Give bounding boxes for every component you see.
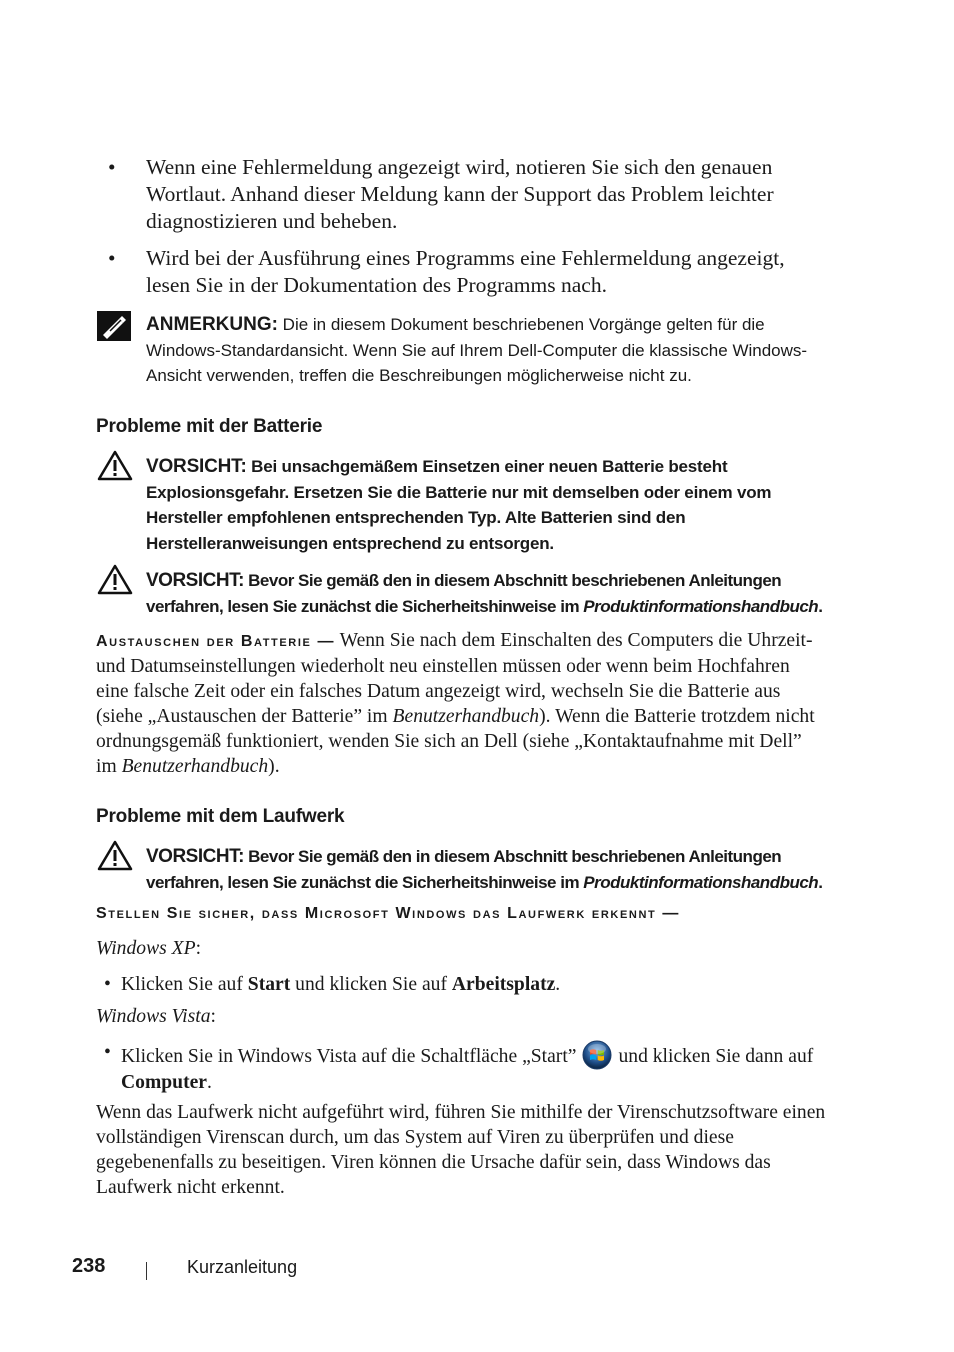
- bullet-glyph: •: [104, 1042, 111, 1063]
- os-label-xp: [96, 938, 201, 960]
- bullet-text: Wird bei der Ausführung eines Programms eine Fehlermeldung angezeigt, lesen Sie in der Dokumentation des Programms nach.: [146, 246, 785, 297]
- bullet-glyph: •: [104, 974, 111, 995]
- caution-label: VORSICHT:: [146, 846, 244, 867]
- footer-title: Kurzanleitung: [187, 1257, 298, 1277]
- list-text: und klicken Sie dann auf: [618, 1046, 814, 1067]
- bullet-item: [108, 245, 828, 299]
- list-item: [104, 1040, 824, 1095]
- list-text: Klicken Sie in Windows Vista auf die Schaltfläche „Start”: [121, 1046, 577, 1067]
- paragraph-text: ).: [268, 756, 280, 777]
- caution-callout: [146, 454, 836, 556]
- os-name: Windows Vista: [96, 1006, 211, 1027]
- note-label: ANMERKUNG:: [146, 314, 278, 335]
- paragraph-text: ). Wenn die Batterie trotzdem nicht ordnungsgemäß funktioniert, wenden Sie sich an Dell (siehe „Kontaktaufnahme mit Dell” im: [96, 706, 815, 777]
- ui-term: Start: [247, 974, 291, 995]
- bullet-item: [108, 154, 828, 235]
- os-name: Windows XP: [96, 938, 196, 959]
- note-callout: [146, 312, 836, 389]
- warning-triangle-icon: [97, 564, 133, 595]
- paragraph-text: Wenn Sie nach dem Einschalten des Computers die Uhrzeit- und Datumseinstellungen wiederholt neu einstellen müssen oder wenn beim Hochfahren eine falsche Zeit oder ein falsches Datum angezeigt wird, wechseln Sie die Batterie aus (siehe „Austauschen der Batterie” im: [96, 630, 813, 727]
- caution-period: .: [818, 872, 823, 892]
- bullet-glyph: •: [108, 246, 116, 270]
- period: .: [206, 1072, 212, 1093]
- italic-ref: Benutzerhandbuch: [392, 706, 540, 727]
- colon: :: [195, 938, 202, 959]
- caution-period: .: [818, 596, 823, 616]
- bullet-text: Wenn eine Fehlermeldung angezeigt wird, notieren Sie sich den genauen Wortlaut. Anhand dieser Meldung kann der Support das Problem leichter diagnostizieren und beheben.: [146, 155, 774, 233]
- list-item: [104, 972, 824, 997]
- list-text: Klicken Sie auf: [121, 974, 243, 995]
- closing-paragraph: Wenn das Laufwerk nicht aufgeführt wird, führen Sie mithilfe der Virenschutzsoftware einen vollständigen Virenscan durch, um das System auf Viren zu überprüfen und diese gegebenenfalls zu beseitigen. Viren können die Ursache dafür sein, dass Windows das Laufwerk nicht erkennt.: [96, 1102, 826, 1198]
- note-text: Die in diesem Dokument beschriebenen Vorgänge gelten für die Windows-Standardansicht. Wenn Sie auf Ihrem Dell-Computer die klassische Windows-Ansicht verwenden, treffen die Beschreibungen möglicherweise nicht zu.: [146, 315, 808, 385]
- ui-term: Computer: [121, 1072, 207, 1093]
- caution-callout: [146, 844, 836, 895]
- note-pencil-icon: [97, 311, 131, 341]
- section-heading-battery: Probleme mit der Batterie: [96, 416, 323, 437]
- os-label-vista: [96, 1006, 216, 1028]
- period: .: [555, 974, 561, 995]
- run-in-title: Austauschen der Batterie —: [96, 633, 336, 650]
- page-number: 238: [72, 1255, 106, 1277]
- section-heading-drive: Probleme mit dem Laufwerk: [96, 806, 345, 827]
- list-text: und klicken Sie auf: [295, 974, 447, 995]
- run-in-title: Stellen Sie sicher, dass Microsoft Windows das Laufwerk erkennt —: [96, 905, 680, 922]
- warning-triangle-icon: [97, 450, 133, 481]
- caution-text: Bevor Sie gemäß den in diesem Abschnitt beschriebenen Anleitungen verfahren, lesen Sie zunächst die Sicherheitshinweise im: [146, 847, 782, 892]
- ui-term: Arbeitsplatz: [451, 974, 556, 995]
- caution-italic-ref: Produktinformationshandbuch: [583, 872, 819, 892]
- caution-text: Bei unsachgemäßem Einsetzen einer neuen Batterie besteht Explosionsgefahr. Ersetzen Sie die Batterie nur mit demselben oder einem vom Hersteller empfohlenen entsprechenden Typ. Alte Batterien sind den Herstelleranweisungen entsprechend zu entsorgen.: [146, 457, 772, 553]
- caution-label: VORSICHT:: [146, 570, 244, 591]
- colon: :: [210, 1006, 216, 1027]
- caution-italic-ref: Produktinformationshandbuch: [583, 596, 819, 616]
- footer-divider: [146, 1262, 147, 1280]
- warning-triangle-icon: [97, 840, 133, 871]
- bullet-glyph: •: [108, 155, 116, 179]
- italic-ref: Benutzerhandbuch: [121, 756, 269, 777]
- caution-label: VORSICHT:: [146, 456, 247, 477]
- caution-callout: [146, 568, 836, 619]
- battery-replace-paragraph: [96, 628, 826, 779]
- caution-text: Bevor Sie gemäß den in diesem Abschnitt beschriebenen Anleitungen verfahren, lesen Sie zunächst die Sicherheitshinweise im: [146, 571, 782, 616]
- windows-start-orb-icon: [582, 1040, 612, 1070]
